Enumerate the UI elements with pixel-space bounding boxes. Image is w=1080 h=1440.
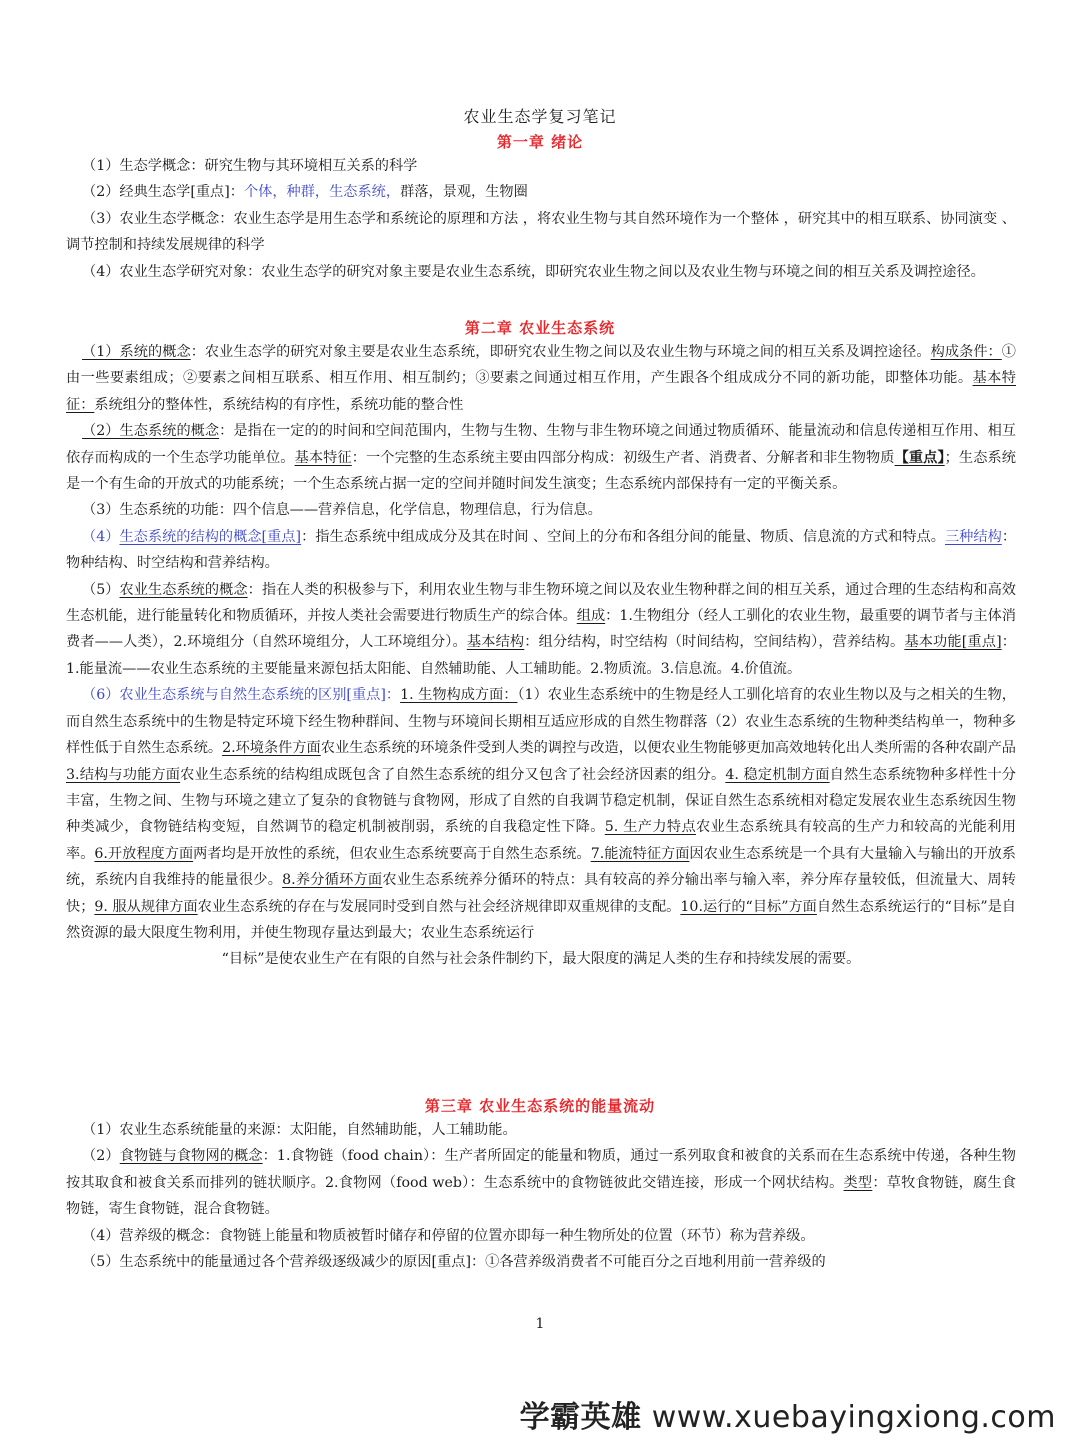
ch2-item-5-term-2: 组成 — [576, 608, 606, 625]
ch1-item-2 — [66, 179, 1016, 205]
ch2-item-2-key: 【重点】 — [894, 449, 945, 466]
ch1-item-3: （3）农业生态学概念：农业生态学是用生态学和系统论的原理和方法 ，将农业生物与其自然环境作为一个整体 ，研究其中的相互联系、协同演变 、调节控制和持续发展规律的科学 — [66, 210, 1016, 254]
ch2-item-6-point-5: 5. 生产力特点 — [604, 819, 697, 836]
ch2-item-6-point-7: 7.能流特征方面 — [590, 845, 690, 862]
ch1-item-1: （1）生态学概念：研究生物与其环境相互关系的科学 — [82, 158, 418, 174]
ch2-item-5-text: ：指在人类的积极参与下，利用农业生物与非生物环境之间以及农业生物种群之间的相互关系，通过合理的生态结构和高效生态机能，进行能量转化和物质循环，并按人类社会需要进行物质生产的综合体。 — [66, 581, 1016, 625]
ch2-item-4-term: 生态系统的结构的概念[重点] — [119, 528, 302, 545]
ch2-item-6-point-6: 6.开放程度方面 — [94, 845, 194, 862]
ch1-item-4: （4）农业生态学研究对象：农业生态学的研究对象主要是农业生态系统，即研究农业生物之间以及农业生物与环境之间的相互关系及调控途径。 — [82, 263, 985, 280]
ch2-item-6-text-4: 自然生态系统物种多样性十分丰富，生物之间、生物与环境之建立了复杂的食物链与食物网，形成了自然的自我调节稳定机制，保证自然生态系统相对稳定发展农业生态系统因生物种类减少，食物链结构变短，自然调节的稳定机制被削弱，系统的自我稳定性下降。 — [66, 766, 1016, 836]
ch2-item-6-text-6: 两者均是开放性的系统，但农业生态系统要高于自然生态系统。 — [193, 845, 591, 862]
ch2-item-1-text: ：农业生态学的研究对象主要是农业生态系统，即研究农业生物之间以及农业生物与环境之间的相互关系及调控途径。 — [190, 344, 931, 360]
ch2-item-4-text-2: ：物种结构、时空结构和营养结构。 — [66, 528, 1017, 572]
ch2-item-6-point-4: 4. 稳定机制方面 — [725, 766, 830, 783]
ch2-item-6-text-7: 因农业生态系统是一个具有大量输入与输出的开放系统，系统内自我维持的能量很少。 — [66, 845, 1016, 889]
ch2-item-6-text-5: 农业生态系统具有较高的生产力和较高的光能利用率。 — [66, 819, 1016, 862]
ch2-item-2-term: （2）生态系统的概念 — [82, 423, 220, 440]
ch2-item-6 — [66, 682, 1016, 946]
ch2-item-5-num: （5） — [82, 581, 120, 598]
ch3-item-1: （1）农业生态系统能量的来源：太阳能，自然辅助能，人工辅助能。 — [82, 1122, 517, 1138]
ch2-item-5-term-3: 基本结构 — [466, 634, 525, 651]
ch1-item-2-rest: 群落，景观，生物圈 — [400, 184, 528, 201]
ch3-item-2-term: 食物链与食物网的概念 — [119, 1148, 263, 1165]
ch3-item-3: （4）营养级的概念：食物链上能量和物质被暂时储存和停留的位置亦即每一种生物所处的位置（环节）称为营养级。 — [82, 1227, 815, 1244]
ch2-item-1-text-3: 系统组分的整体性，系统结构的有序性，系统功能的整合性 — [94, 396, 464, 413]
chapter-3-body — [66, 1117, 1016, 1275]
watermark-brand: 学霸英雄 — [519, 1400, 642, 1435]
chapter-1-body — [66, 153, 1016, 285]
ch2-item-1-term-2: 构成条件： — [930, 344, 1002, 360]
ch2-item-1-term: （1）系统的概念 — [82, 344, 191, 360]
ch2-item-5 — [66, 577, 1016, 683]
ch1-item-2-highlight: 个体，种群，生态系统， — [243, 184, 401, 201]
ch2-item-6-text-9: 农业生态系统的存在与发展同时受到自然与社会经济规律即双重规律的支配。 — [197, 898, 681, 915]
ch2-item-6-point-1: 1. 生物构成方面： — [400, 687, 518, 704]
ch2-item-6-text-10: 自然生态系统运行的“目标”是自然资源的最大限度生物利用，并使生物现存量达到最大；农业生态系统运行 — [66, 898, 1016, 941]
ch2-item-2 — [66, 418, 1016, 497]
ch2-item-6-closing: “目标”是使农业生产在有限的自然与社会条件制约下，最大限度的满足人类的生存和持续发展的需要。 — [221, 951, 861, 968]
ch3-item-2-term-2: 类型 — [843, 1174, 873, 1191]
ch2-item-6-point-2: 2.环境条件方面 — [222, 740, 321, 757]
ch2-item-1-term-3: 基本特征： — [66, 370, 1016, 413]
ch2-item-6-text-8: 农业生态系统养分循环的特点：具有较高的养分输出率与输入率，养分库存量较低，但流量大、周转快； — [66, 872, 1016, 915]
ch2-item-5-text-2: ：1.生物组分（经人工驯化的农业生物，最重要的调节者与主体消费者——人类），2.环境组分（自然环境组分，人工环境组分）。 — [66, 608, 1016, 651]
ch2-item-4-term-2: 三种结构 — [944, 528, 1002, 545]
ch2-item-1 — [66, 339, 1016, 418]
ch3-item-2-num: （2） — [82, 1148, 120, 1165]
ch3-item-2-text-2: ：草牧食物链，腐生食物链，寄生食物链，混合食物链。 — [66, 1174, 1016, 1218]
ch2-item-2-text: ：是指在一定的的时间和空间范围内，生物与生物、生物与非生物环境之间通过物质循环、能量流动和信息传递相互作用、相互依存而构成的一个生态学功能单位。 — [66, 423, 1016, 466]
ch2-item-6-text-3: 农业生态系统的结构组成既包含了自然生态系统的组分又包含了社会经济因素的组分。 — [180, 766, 726, 783]
ch2-item-6-text-2: 农业生态系统的环境条件受到人类的调控与改造，以便农业生物能够更加高效地转化出人类所需的各种农副产品 — [320, 740, 1016, 757]
ch2-item-6-heading: （6）农业生态系统与自然生态系统的区别[重点]： — [82, 687, 401, 704]
chapter-2-body — [66, 339, 1016, 973]
ch2-item-6-point-3: 3.结构与功能方面 — [66, 766, 181, 783]
chapter-2-heading: 第二章 农业生态系统 — [464, 319, 616, 337]
ch2-item-4-num: （4） — [82, 528, 120, 545]
chapter-3-heading: 第三章 农业生态系统的能量流动 — [424, 1097, 656, 1115]
ch2-item-5-term-4: 基本功能[重点] — [904, 634, 1002, 651]
ch2-item-6-point-8: 8.养分循环方面 — [282, 872, 383, 889]
ch1-item-2-label: （2）经典生态学[重点]： — [82, 184, 244, 201]
watermark — [520, 1392, 1056, 1436]
ch2-item-5-term: 农业生态系统的概念 — [119, 581, 248, 598]
ch3-item-2 — [66, 1143, 1016, 1222]
ch2-item-2-text-2: ：一个完整的生态系统主要由四部分构成：初级生产者、消费者、分解者和非生物物质 — [351, 449, 895, 466]
ch2-item-5-text-4: ：1.能量流——农业生态系统的主要能量来源包括太阳能、自然辅助能、人工辅助能。2.物质流。3.信息流。4.价值流。 — [66, 634, 1016, 677]
ch2-item-2-term-2: 基本特征 — [294, 449, 352, 466]
ch2-item-1-text-2: ①由一些要素组成；②要素之间相互联系、相互作用、相互制约；③要素之间通过相互作用，产生跟各个组成成分不同的新功能，即整体功能。 — [66, 344, 1016, 387]
ch2-item-3: （3）生态系统的功能：四个信息——营养信息，化学信息，物理信息，行为信息。 — [82, 502, 602, 519]
ch2-item-2-text-3: ；生态系统是一个有生命的开放式的功能系统；一个生态系统占据一定的空间并随时间发生演变；生态系统内部保持有一定的平衡关系。 — [66, 449, 1016, 493]
ch2-item-6-point-9: 9. 服从规律方面 — [94, 898, 198, 915]
chapter-1-heading: 第一章 绪论 — [496, 133, 584, 151]
ch3-item-4: （5）生态系统中的能量通过各个营养级逐级减少的原因[重点]：①各营养级消费者不可能百分之百地利用前一营养级的 — [82, 1254, 826, 1271]
ch2-item-4 — [66, 524, 1016, 577]
page-number: 1 — [535, 1316, 545, 1332]
watermark-url: www.xuebayingxiong.com — [651, 1400, 1056, 1435]
ch2-item-5-text-3: ：组分结构，时空结构（时间结构，空间结构），营养结构。 — [524, 634, 905, 651]
ch3-item-2-text: ：1.食物链（food chain）：生产者所固定的能量和物质，通过一系列取食和被食的关系而在生态系统中传递，各种生物按其取食和被食关系而排列的链状顺序。2.食物网（food web）：生态系统中的食物链彼此交错连接，形成一个网状结构。 — [66, 1148, 1016, 1191]
ch2-item-6-point-10: 10.运行的“目标”方面 — [680, 898, 817, 915]
ch2-item-6-text-1: （1）农业生态系统中的生物是经人工驯化培育的农业生物以及与之相关的生物，而自然生态系统中的生物是特定环境下经生物种群间、生物与环境间长期相互适应形成的自然生物群落（2）农业生态系统的生物种类结构单一，物种多样性低于自然生态系统。 — [66, 687, 1016, 757]
document-title: 农业生态学复习笔记 — [463, 107, 617, 126]
ch2-item-4-text: ：指生态系统中组成成分及其在时间 、空间上的分布和各组分间的能量、物质、信息流的方式和特点。 — [301, 528, 945, 545]
